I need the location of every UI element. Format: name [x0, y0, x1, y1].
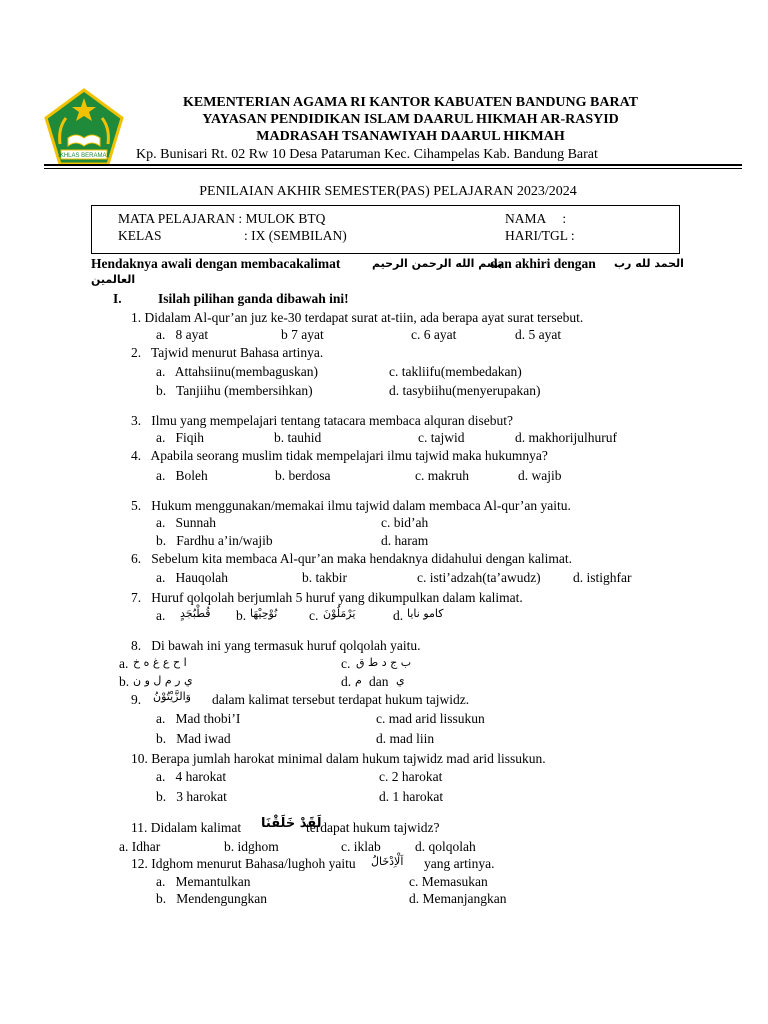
q5-option-c: c. bid’ah — [381, 515, 429, 530]
q8-option-b-arabic: ي ر م ل و ن — [133, 674, 193, 687]
question-7: 7. Huruf qolqolah berjumlah 5 huruf yang dikumpulkan dalam kalimat. — [131, 590, 523, 605]
question-11-end: terdapat hukum tajwidz? — [306, 820, 440, 835]
class-label: KELAS — [118, 228, 162, 243]
q2-option-d: d. tasybiihu(menyerupakan) — [389, 383, 541, 398]
q5-option-d: d. haram — [381, 533, 429, 548]
question-11-arabic: لَقَدْ خَلَقْنَا — [261, 816, 322, 831]
question-10: 10. Berapa jumlah harokat minimal dalam hukum tajwidz mad arid lissukun. — [131, 751, 546, 766]
q12-option-b: b. Mendengungkan — [156, 891, 267, 906]
header-address: Kp. Bunisari Rt. 02 Rw 10 Desa Pataruman Kec. Cihampelas Kab. Bandung Barat — [136, 147, 598, 162]
instruction-alamin: العالمين — [91, 273, 136, 286]
question-3: 3. Ilmu yang mempelajari tentang tatacara membaca alquran disebut? — [131, 413, 513, 428]
section-title: Isilah pilihan ganda dibawah ini! — [158, 291, 349, 306]
question-12-start: 12. Idghom menurut Bahasa/lughoh yaitu — [131, 856, 356, 871]
q8-option-c-label: c. — [341, 656, 351, 671]
q5-option-a: a. Sunnah — [156, 515, 216, 530]
q7-option-c-label: c. — [309, 608, 319, 623]
header-divider-thin — [44, 168, 742, 169]
q4-option-d: d. wajib — [518, 468, 562, 483]
q6-option-d: d. istighfar — [573, 570, 632, 585]
header-school: MADRASAH TSANAWIYAH DAARUL HIKMAH — [256, 129, 565, 144]
q5-option-b: b. Fardhu a’in/wajib — [156, 533, 273, 548]
q10-option-a: a. 4 harokat — [156, 769, 227, 784]
class-value: : IX (SEMBILAN) — [244, 228, 347, 243]
logo-motto: IKHLAS BERAMAL — [58, 153, 110, 159]
q7-option-d-arabic: كامو نايا — [407, 607, 444, 620]
q8-option-a-label: a. — [119, 656, 129, 671]
q12-option-a: a. Memantulkan — [156, 874, 251, 889]
q8-option-a-arabic: ا ح ع غ ه خ — [133, 656, 187, 669]
question-12-end: yang artinya. — [424, 856, 495, 871]
question-9-text: dalam kalimat tersebut terdapat hukum tajwidz. — [212, 692, 470, 707]
instruction-text-end: dan akhiri dengan — [490, 256, 596, 271]
q8-option-c-arabic: ب ج د ط ق — [356, 656, 412, 669]
question-9-arabic: وَالزَّيْتُوْنُ — [153, 690, 191, 703]
q9-option-a: a. Mad thobi’I — [156, 711, 241, 726]
question-6: 6. Sebelum kita membaca Al-qur’an maka hendaknya didahului dengan kalimat. — [131, 551, 572, 566]
q6-option-b: b. takbir — [302, 570, 347, 585]
q1-option-b: b 7 ayat — [281, 327, 324, 342]
q2-option-c: c. takliifu(membedakan) — [389, 364, 522, 379]
q3-option-a: a. Fiqih — [156, 430, 205, 445]
q12-option-d: d. Memanjangkan — [409, 891, 507, 906]
instruction-basmalah: بسم الله الرحمن الرحيم — [372, 257, 503, 270]
name-field: NAMA : — [505, 211, 567, 226]
q4-option-c: c. makruh — [415, 468, 469, 483]
header-ministry: KEMENTERIAN AGAMA RI KANTOR KABUATEN BANDUNG BARAT — [182, 95, 639, 110]
section-number: I. — [113, 291, 122, 306]
q9-option-b: b. Mad iwad — [156, 731, 231, 746]
q10-option-b: b. 3 harokat — [156, 789, 227, 804]
q9-option-c: c. mad arid lissukun — [376, 711, 485, 726]
instruction-text-start: Hendaknya awali dengan membacakalimat — [91, 256, 341, 271]
q6-option-a: a. Hauqolah — [156, 570, 228, 585]
q10-option-c: c. 2 harokat — [379, 769, 443, 784]
question-5: 5. Hukum menggunakan/memakai ilmu tajwid dalam membaca Al-qur’an yaitu. — [131, 498, 571, 513]
date-field: HARI/TGL : — [505, 228, 575, 243]
q10-option-d: d. 1 harokat — [379, 789, 444, 804]
q12-option-c: c. Memasukan — [409, 874, 488, 889]
q4-option-b: b. berdosa — [275, 468, 331, 483]
question-11-start: 11. Didalam kalimat — [131, 820, 242, 835]
q8-option-d-conjunction: dan — [369, 674, 389, 689]
header-foundation: YAYASAN PENDIDIKAN ISLAM DAARUL HIKMAH AR-RASYID — [202, 112, 619, 127]
q11-option-a: a. Idhar — [119, 839, 161, 854]
header-divider-thick — [44, 164, 742, 166]
q3-option-d: d. makhorijulhuruf — [515, 430, 617, 445]
q9-option-d: d. mad liin — [376, 731, 435, 746]
q7-option-d-label: d. — [393, 608, 404, 623]
q8-option-d-arabic-1: م — [355, 674, 362, 687]
q2-option-a: a. Attahsiinu(membaguskan) — [156, 364, 318, 379]
question-9-number: 9. — [131, 692, 142, 707]
q7-option-a-arabic: قُطْبُجَدٍ — [180, 607, 211, 620]
q1-option-c: c. 6 ayat — [411, 327, 457, 342]
question-4: 4. Apabila seorang muslim tidak mempelajari ilmu tajwid maka hukumnya? — [131, 448, 548, 463]
q11-option-b: b. idghom — [224, 839, 279, 854]
q11-option-c: c. iklab — [341, 839, 381, 854]
q8-option-d-arabic-2: ي — [396, 674, 405, 687]
q3-option-c: c. tajwid — [418, 430, 465, 445]
q6-option-c: c. isti’adzah(ta’awudz) — [417, 570, 541, 585]
q8-option-b-label: b. — [119, 674, 130, 689]
question-8: 8. Di bawah ini yang termasuk huruf qolqolah yaitu. — [131, 638, 421, 653]
q11-option-d: d. qolqolah — [415, 839, 476, 854]
q2-option-b: b. Tanjiihu (membersihkan) — [156, 383, 313, 398]
instruction-hamdalah: الحمد لله رب — [614, 257, 684, 270]
q7-option-c-arabic: يَرْمَلُوْنَ — [323, 607, 356, 620]
question-1: 1. Didalam Al-qur’an juz ke-30 terdapat surat at-tiin, ada berapa ayat surat tersebut. — [131, 310, 584, 325]
q1-option-a: a. 8 ayat — [156, 327, 209, 342]
subject-field: MATA PELAJARAN : MULOK BTQ — [118, 211, 326, 226]
question-2: 2. Tajwid menurut Bahasa artinya. — [131, 345, 324, 360]
q8-option-d-label: d. — [341, 674, 352, 689]
q7-option-b-arabic: نُوْحِيْهَا — [250, 607, 278, 620]
q3-option-b: b. tauhid — [274, 430, 322, 445]
q1-option-d: d. 5 ayat — [515, 327, 562, 342]
q7-option-a-label: a. — [156, 608, 166, 623]
question-12-arabic: اَلْاِدْخَالُ — [371, 855, 404, 868]
q7-option-b-label: b. — [236, 608, 247, 623]
exam-title: PENILAIAN AKHIR SEMESTER(PAS) PELAJARAN 2023/2024 — [199, 184, 577, 199]
q4-option-a: a. Boleh — [156, 468, 208, 483]
